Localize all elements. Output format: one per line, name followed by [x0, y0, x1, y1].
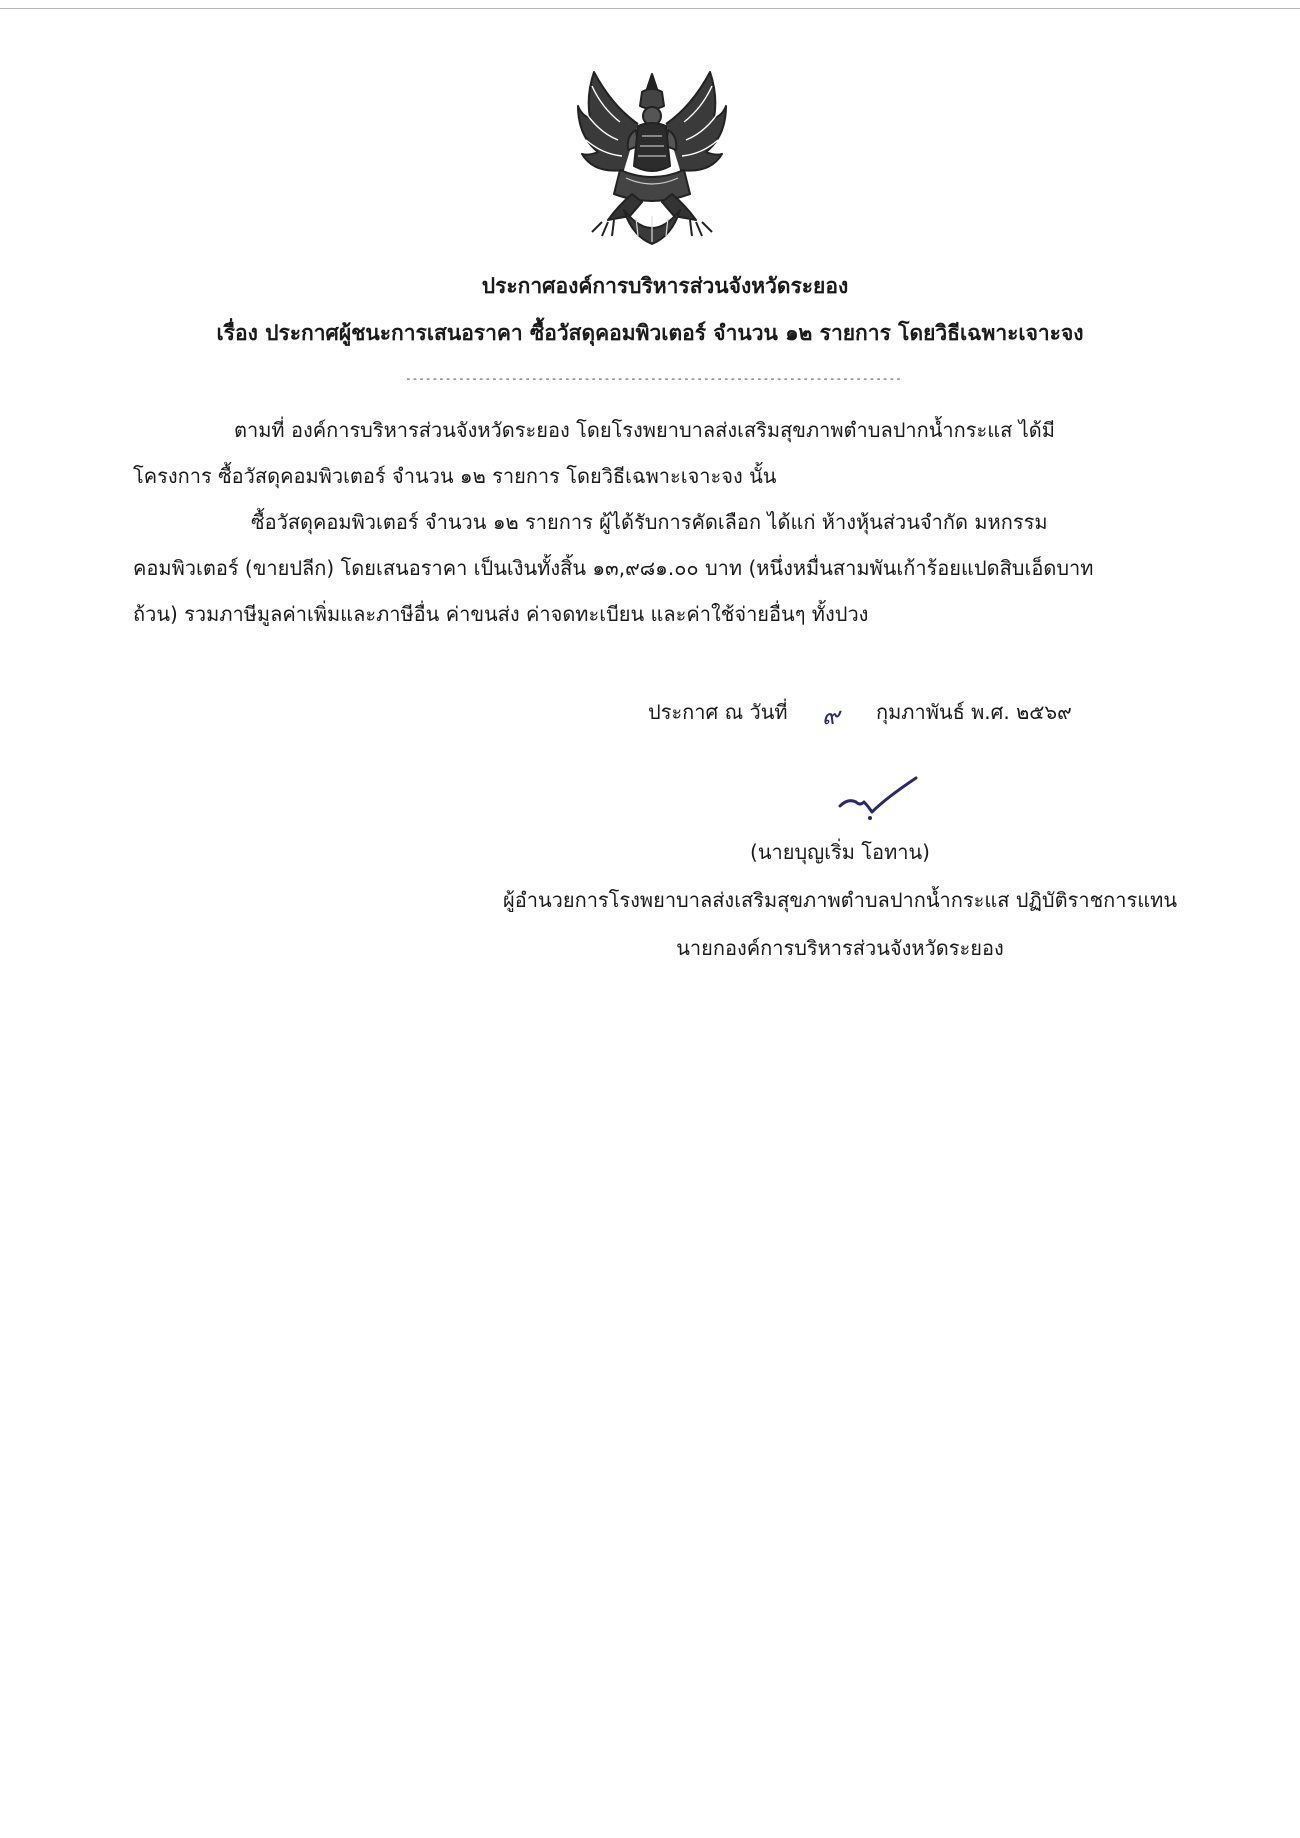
document-subject: เรื่อง ประกาศผู้ชนะการเสนอราคา ซื้อวัสดุคอมพิวเตอร์ จำนวน ๑๒ รายการ โดยวิธีเฉพาะเจาะจง — [216, 321, 1084, 345]
paragraph-2-line-1: ซื้อวัสดุคอมพิวเตอร์ จำนวน ๑๒ รายการ ผู้ได้รับการคัดเลือก ได้แก่ ห้างหุ้นส่วนจำกัด มหกรรม — [251, 510, 1048, 534]
announce-date-day: ๙ — [822, 702, 840, 730]
announce-date-prefix: ประกาศ ณ วันที่ — [648, 700, 788, 724]
announce-date-month-year: กุมภาพันธ์ พ.ศ. ๒๕๖๙ — [876, 700, 1072, 724]
paragraph-1-line-2: โครงการ ซื้อวัสดุคอมพิวเตอร์ จำนวน ๑๒ รายการ โดยวิธีเฉพาะเจาะจง นั้น — [133, 464, 777, 488]
paragraph-1-line-1: ตามที่ องค์การบริหารส่วนจังหวัดระยอง โดยโรงพยาบาลส่งเสริมสุขภาพตำบลปากน้ำกระแส ได้มี — [234, 418, 1055, 442]
signature-mark — [830, 772, 930, 822]
title-divider: --------------------------------------------------------------------------- — [405, 372, 902, 385]
paragraph-2-line-3: ถ้วน) รวมภาษีมูลค่าเพิ่มและภาษีอื่น ค่าขนส่ง ค่าจดทะเบียน และค่าใช้จ่ายอื่นๆ ทั้งปวง — [133, 602, 869, 626]
garuda-emblem — [572, 66, 732, 252]
paragraph-2-line-2: คอมพิวเตอร์ (ขายปลีก) โดยเสนอราคา เป็นเงินทั้งสิ้น ๑๓,๙๘๑.๐๐ บาท (หนึ่งหมื่นสามพันเก้าร้อยแปดสิบเอ็ดบาท — [133, 556, 1094, 580]
signatory-name: (นายบุญเริ่ม โอทาน) — [750, 840, 930, 864]
signatory-position-2: นายกองค์การบริหารส่วนจังหวัดระยอง — [676, 936, 1004, 960]
page-top-edge — [0, 8, 1300, 9]
document-title: ประกาศองค์การบริหารส่วนจังหวัดระยอง — [481, 274, 849, 298]
signatory-position-1: ผู้อำนวยการโรงพยาบาลส่งเสริมสุขภาพตำบลปากน้ำกระแส ปฏิบัติราชการแทน — [503, 888, 1177, 912]
